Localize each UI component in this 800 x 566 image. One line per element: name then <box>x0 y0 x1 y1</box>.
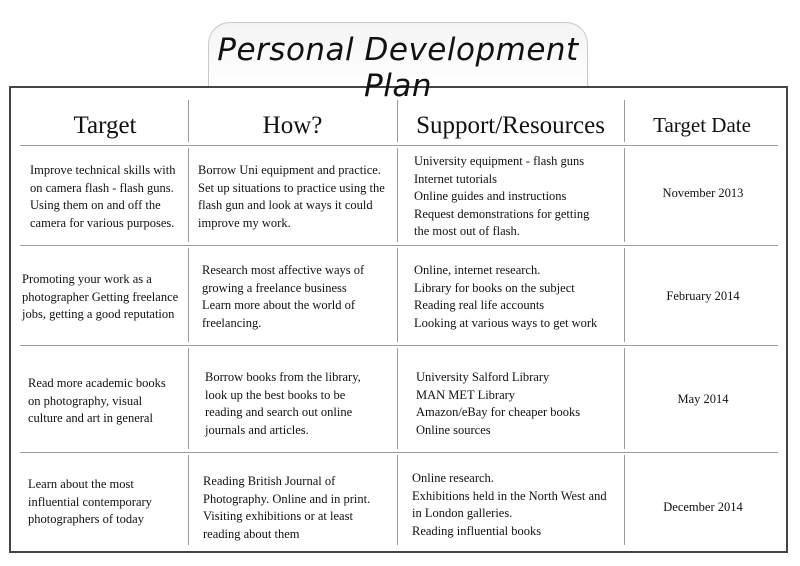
row-3-date: May 2014 <box>677 392 729 406</box>
row-divider <box>20 245 778 246</box>
column-divider <box>624 100 625 142</box>
column-divider <box>397 248 398 342</box>
column-divider <box>624 455 625 545</box>
header-target: Target <box>73 112 137 139</box>
column-divider <box>188 100 189 142</box>
row-2-support: Online, internet research. Library for books on the subject Reading real life accounts Looking at various ways to get work <box>414 263 598 330</box>
header-support: Support/Resources <box>416 112 605 139</box>
column-divider <box>624 348 625 449</box>
row-1-support: University equipment - flash guns Internet tutorials Online guides and instructions Request demonstrations for getting the most out of flash. <box>414 154 590 238</box>
row-2-how: Research most affective ways of growing a freelance business Learn more about the world of freelancing. <box>202 263 365 330</box>
column-divider <box>188 248 189 342</box>
column-divider <box>624 148 625 242</box>
row-divider <box>20 145 778 146</box>
row-4-support: Online research. Exhibitions held in the North West and in London galleries. Reading influential books <box>412 471 607 538</box>
row-3-target: Read more academic books on photography, visual culture and art in general <box>28 376 166 425</box>
row-2-target: Promoting your work as a photographer Getting freelance jobs, getting a good reputation <box>22 272 179 321</box>
row-1-how: Borrow Uni equipment and practice. Set up situations to practice using the flash gun and look at ways it could improve my work. <box>198 163 385 230</box>
column-divider <box>188 455 189 545</box>
row-divider <box>20 345 778 346</box>
column-divider <box>188 148 189 242</box>
column-divider <box>188 348 189 449</box>
row-3-how: Borrow books from the library, look up the best books to be reading and search out online journals and articles. <box>205 370 361 437</box>
column-divider <box>624 248 625 342</box>
row-4-how: Reading British Journal of Photography. Online and in print. Visiting exhibitions or at least reading about them <box>203 474 371 541</box>
column-divider <box>397 148 398 242</box>
page-title: Personal Development Plan <box>217 32 579 104</box>
row-3-support: University Salford Library MAN MET Library Amazon/eBay for cheaper books Online sources <box>416 370 581 437</box>
column-divider <box>397 100 398 142</box>
header-target-date: Target Date <box>653 113 751 137</box>
row-4-target: Learn about the most influential contemporary photographers of today <box>28 477 152 526</box>
column-divider <box>397 455 398 545</box>
row-1-date: November 2013 <box>662 186 744 200</box>
row-4-date: December 2014 <box>663 500 743 514</box>
header-how: How? <box>262 112 323 139</box>
row-divider <box>20 452 778 453</box>
row-2-date: February 2014 <box>666 289 740 303</box>
column-divider <box>397 348 398 449</box>
row-1-target: Improve technical skills with on camera flash - flash guns. Using them on and off the camera for various purposes. <box>30 163 176 230</box>
